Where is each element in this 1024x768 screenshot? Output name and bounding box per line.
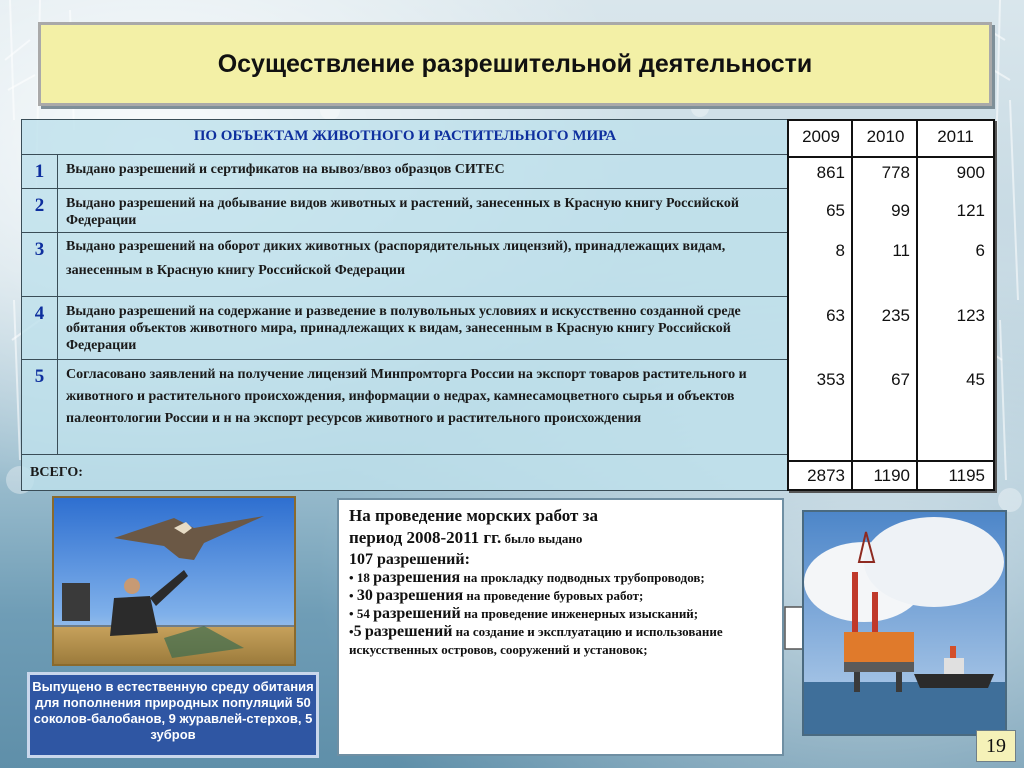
row-text: Согласовано заявлений на получение лицензий Минпромторга России на экспорт товаров растительного и животного и растительного происхождения, информации о недрах, камнесамоцветного сырья и объектов палеонтологии России и н на экспорт ресурсов животного и растительного происхождения xyxy=(66,367,747,426)
grid-line xyxy=(789,460,993,462)
row-text: Выдано разрешений и сертификатов на вывоз/ввоз образцов СИТЕС xyxy=(66,162,505,177)
item-num: 5 xyxy=(353,623,362,640)
row-text: Выдано разрешений на оборот диких животных (распорядительных лицензий), принадлежащих видам, занесенным в Красную книгу Российской Федерации xyxy=(66,239,726,278)
total-cell: 1195 xyxy=(948,466,985,485)
item-word: разрешения xyxy=(373,569,461,586)
value-cell: 45 xyxy=(966,370,985,389)
value-cell: 67 xyxy=(891,370,910,389)
value-cell: 778 xyxy=(881,163,910,182)
value-cell: 11 xyxy=(892,241,910,260)
year-header: 2011 xyxy=(937,127,974,146)
info-item: •5 разрешений на создание и эксплуатацию и использование искусственных островов, сооружений и установок; xyxy=(349,623,723,657)
info-total xyxy=(349,550,772,569)
table-row xyxy=(22,233,788,297)
total-cell: 1190 xyxy=(873,466,910,485)
falcon-photo-image xyxy=(54,498,294,664)
item-num: 30 xyxy=(356,587,373,604)
value-cell: 900 xyxy=(956,163,985,182)
row-text: Выдано разрешений на добывание видов животных и растений, занесенных в Красную книгу Российской Федерации xyxy=(66,196,739,228)
info-period-suffix: было выдано xyxy=(501,531,583,546)
release-caption: Выпущено в естественную среду обитания для пополнения природных популяций 50 соколов-балобанов, 9 журавлей-стерхов, 5 зубров xyxy=(27,672,319,758)
value-cell: 65 xyxy=(826,201,845,220)
table-row xyxy=(22,297,788,360)
total-cell: 2873 xyxy=(807,466,845,485)
page-number: 19 xyxy=(976,730,1016,762)
item-rest: на проведение буровых работ; xyxy=(466,588,644,603)
item-word: разрешений xyxy=(373,605,461,622)
year-header: 2010 xyxy=(866,127,905,146)
page-title: Осуществление разрешительной деятельности xyxy=(217,49,813,78)
value-cell: 8 xyxy=(835,241,845,260)
marine-works-info xyxy=(337,498,784,756)
title-box xyxy=(38,22,992,106)
info-item: • 18 разрешения на прокладку подводных трубопроводов; xyxy=(349,569,705,586)
info-item: • 30 разрешения на проведение буровых работ; xyxy=(349,587,644,604)
oil-platform-image xyxy=(804,512,1005,734)
info-lead-period xyxy=(349,527,772,550)
table-header-row xyxy=(22,120,788,155)
info-total-text: 107 разрешений: xyxy=(349,551,470,568)
grid-line xyxy=(789,156,993,158)
item-rest: на создание и эксплуатацию и использование искусственных островов, сооружений и установок; xyxy=(349,624,723,657)
value-cell: 121 xyxy=(956,201,985,220)
permits-table xyxy=(21,119,789,491)
year-header: 2009 xyxy=(802,127,840,146)
oil-platform-photo xyxy=(802,510,1007,736)
item-num: 54 xyxy=(356,606,370,621)
value-cell: 123 xyxy=(956,306,985,325)
table-row xyxy=(22,189,788,233)
item-rest: на прокладку подводных трубопроводов; xyxy=(463,570,705,585)
value-cell: 99 xyxy=(891,201,910,220)
value-cell: 861 xyxy=(816,163,845,182)
values-grid xyxy=(787,119,995,491)
value-cell: 235 xyxy=(881,306,910,325)
table-total-row xyxy=(22,455,788,490)
row-number: 5 xyxy=(22,360,58,454)
info-period: период 2008-2011 гг. xyxy=(349,528,502,547)
value-cell: 63 xyxy=(826,306,845,325)
table-row xyxy=(22,155,788,189)
row-number: 1 xyxy=(22,155,58,188)
row-number: 3 xyxy=(22,233,58,296)
table-row xyxy=(22,360,788,455)
value-cell: 6 xyxy=(975,241,985,260)
row-text: Выдано разрешений на содержание и разведение в полувольных условиях и искусственно созданной среде обитания объектов животного мира, принадлежащих к видам, занесенным в Красную книгу Российской Федерации xyxy=(66,304,741,353)
total-label: ВСЕГО: xyxy=(30,465,83,480)
item-word: разрешения xyxy=(376,587,464,604)
table-header: ПО ОБЪЕКТАМ ЖИВОТНОГО И РАСТИТЕЛЬНОГО МИРА xyxy=(193,128,617,144)
falcon-release-photo xyxy=(52,496,296,666)
item-rest: на проведение инженерных изысканий; xyxy=(463,606,699,621)
value-cell: 353 xyxy=(816,370,845,389)
row-number: 2 xyxy=(22,189,58,232)
item-word: разрешений xyxy=(364,623,453,640)
row-number: 4 xyxy=(22,297,58,359)
info-lead: На проведение морских работ за xyxy=(349,506,598,525)
info-item: • 54 разрешений на проведение инженерных изысканий; xyxy=(349,605,699,622)
item-num: 18 xyxy=(356,570,370,585)
